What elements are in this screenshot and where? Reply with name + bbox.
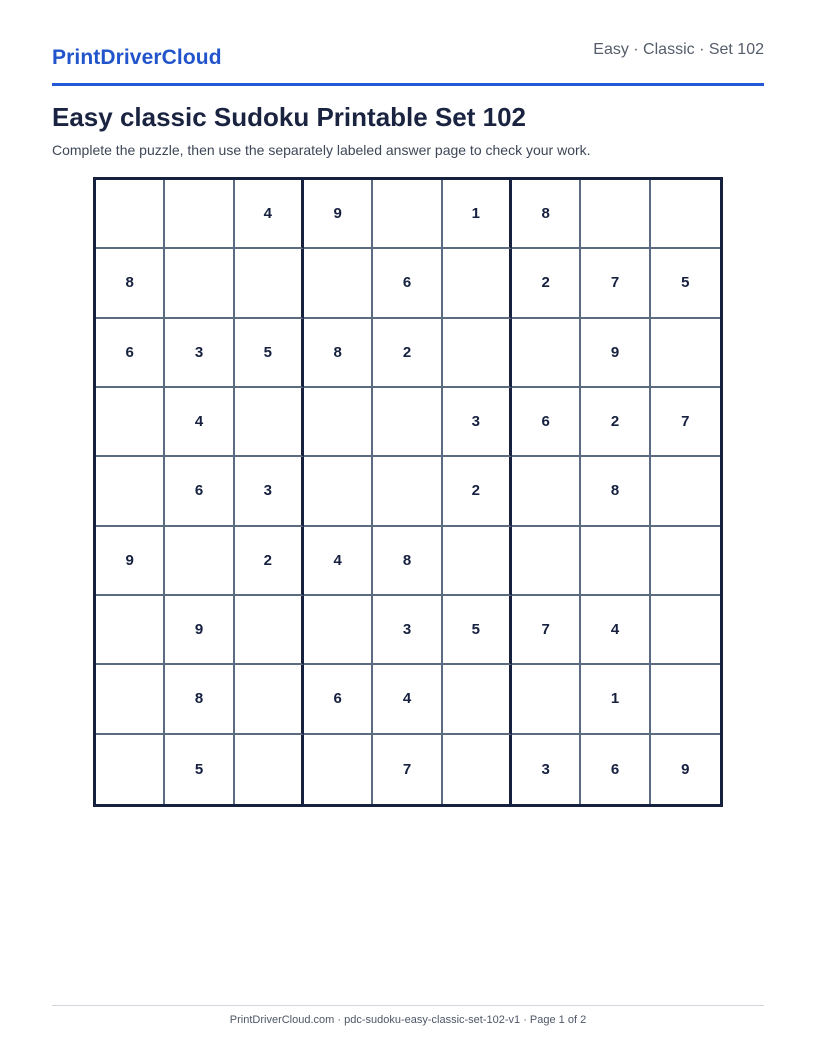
puzzle-meta: Easy · Classic · Set 102 bbox=[593, 41, 764, 58]
sudoku-cell[interactable]: 1 bbox=[443, 180, 512, 249]
sudoku-cell[interactable]: 1 bbox=[581, 665, 650, 734]
sudoku-cell[interactable] bbox=[96, 735, 165, 804]
sudoku-cell[interactable]: 2 bbox=[443, 457, 512, 526]
sudoku-cell[interactable]: 6 bbox=[165, 457, 234, 526]
sudoku-cell[interactable] bbox=[96, 388, 165, 457]
sudoku-cell[interactable] bbox=[304, 457, 373, 526]
sudoku-cell[interactable]: 9 bbox=[304, 180, 373, 249]
sudoku-cell[interactable] bbox=[443, 319, 512, 388]
sudoku-cell[interactable] bbox=[651, 596, 720, 665]
sudoku-cell[interactable]: 6 bbox=[581, 735, 650, 804]
page-header bbox=[52, 36, 764, 86]
sudoku-cell[interactable] bbox=[512, 457, 581, 526]
sudoku-cell[interactable]: 7 bbox=[373, 735, 442, 804]
sudoku-cell[interactable]: 9 bbox=[96, 527, 165, 596]
sudoku-cell[interactable] bbox=[651, 457, 720, 526]
sudoku-cell[interactable] bbox=[651, 665, 720, 734]
sudoku-cell[interactable] bbox=[304, 596, 373, 665]
sudoku-cell[interactable]: 6 bbox=[373, 249, 442, 318]
sudoku-cell[interactable] bbox=[581, 180, 650, 249]
sudoku-cell[interactable]: 6 bbox=[96, 319, 165, 388]
sudoku-cell[interactable] bbox=[96, 596, 165, 665]
sudoku-cell[interactable] bbox=[651, 527, 720, 596]
sudoku-cell[interactable] bbox=[96, 180, 165, 249]
sudoku-cell[interactable] bbox=[373, 388, 442, 457]
sudoku-cell[interactable] bbox=[235, 388, 304, 457]
sudoku-cell[interactable]: 5 bbox=[235, 319, 304, 388]
sudoku-cell[interactable]: 8 bbox=[373, 527, 442, 596]
sudoku-cell[interactable] bbox=[165, 527, 234, 596]
sudoku-cell[interactable]: 6 bbox=[304, 665, 373, 734]
sudoku-cell[interactable]: 4 bbox=[165, 388, 234, 457]
sudoku-cell[interactable]: 7 bbox=[581, 249, 650, 318]
sudoku-cell[interactable]: 2 bbox=[512, 249, 581, 318]
sudoku-cell[interactable]: 8 bbox=[581, 457, 650, 526]
sudoku-cell[interactable]: 6 bbox=[512, 388, 581, 457]
sudoku-cell[interactable]: 4 bbox=[581, 596, 650, 665]
sudoku-cell[interactable] bbox=[651, 180, 720, 249]
sudoku-cell[interactable]: 3 bbox=[165, 319, 234, 388]
sudoku-cell[interactable] bbox=[235, 735, 304, 804]
sudoku-cell[interactable] bbox=[512, 527, 581, 596]
sudoku-cell[interactable] bbox=[96, 457, 165, 526]
sudoku-cell[interactable]: 8 bbox=[304, 319, 373, 388]
sudoku-cell[interactable] bbox=[235, 249, 304, 318]
sudoku-cell[interactable]: 3 bbox=[443, 388, 512, 457]
sudoku-cell[interactable] bbox=[373, 457, 442, 526]
sudoku-cell[interactable]: 2 bbox=[373, 319, 442, 388]
sudoku-cell[interactable]: 5 bbox=[165, 735, 234, 804]
sudoku-cell[interactable]: 8 bbox=[96, 249, 165, 318]
footer-divider bbox=[52, 1005, 764, 1006]
sudoku-cell[interactable] bbox=[235, 665, 304, 734]
sudoku-cell[interactable] bbox=[304, 388, 373, 457]
sudoku-cell[interactable]: 9 bbox=[681, 760, 690, 778]
sudoku-cell[interactable]: 4 bbox=[304, 527, 373, 596]
sudoku-cell[interactable] bbox=[373, 180, 442, 249]
sudoku-cell[interactable]: 7 bbox=[651, 388, 720, 457]
sudoku-cell[interactable] bbox=[443, 735, 512, 804]
sudoku-cell[interactable] bbox=[304, 249, 373, 318]
sudoku-cell[interactable] bbox=[581, 527, 650, 596]
sudoku-cell[interactable] bbox=[235, 596, 304, 665]
sudoku-cell[interactable] bbox=[512, 665, 581, 734]
sudoku-cell[interactable] bbox=[96, 665, 165, 734]
sudoku-cell[interactable]: 2 bbox=[235, 527, 304, 596]
sudoku-cell[interactable]: 3 bbox=[373, 596, 442, 665]
sudoku-cell[interactable] bbox=[443, 527, 512, 596]
sudoku-cell[interactable] bbox=[651, 319, 720, 388]
sudoku-cell[interactable]: 5 bbox=[443, 596, 512, 665]
page-title: Easy classic Sudoku Printable Set 102 bbox=[52, 102, 527, 132]
sudoku-cell[interactable]: 7 bbox=[512, 596, 581, 665]
sudoku-grid bbox=[93, 177, 723, 807]
sudoku-cell[interactable] bbox=[165, 249, 234, 318]
page-footer: PrintDriverCloud.com · pdc-sudoku-easy-classic-set-102-v1 · Page 1 of 2 bbox=[229, 1014, 587, 1026]
sudoku-cell[interactable]: 3 bbox=[235, 457, 304, 526]
sudoku-cell[interactable]: 5 bbox=[651, 249, 720, 318]
sudoku-cell[interactable]: 4 bbox=[373, 665, 442, 734]
sudoku-cell[interactable]: 8 bbox=[165, 665, 234, 734]
page-subtitle: Complete the puzzle, then use the separately labeled answer page to check your work. bbox=[52, 142, 591, 158]
brand-logo[interactable]: PrintDriverCloud bbox=[52, 46, 222, 69]
sudoku-cell[interactable] bbox=[443, 665, 512, 734]
sudoku-cell[interactable]: 8 bbox=[512, 180, 581, 249]
sudoku-cell[interactable] bbox=[443, 249, 512, 318]
sudoku-cell[interactable] bbox=[304, 735, 373, 804]
sudoku-cell[interactable]: 2 bbox=[581, 388, 650, 457]
sudoku-cell[interactable]: 9 bbox=[581, 319, 650, 388]
sudoku-cell[interactable]: 9 bbox=[165, 596, 234, 665]
sudoku-cell[interactable] bbox=[512, 319, 581, 388]
sudoku-cell[interactable]: 3 bbox=[512, 735, 581, 804]
sudoku-cell[interactable] bbox=[165, 180, 234, 249]
sudoku-cell[interactable]: 4 bbox=[235, 180, 304, 249]
